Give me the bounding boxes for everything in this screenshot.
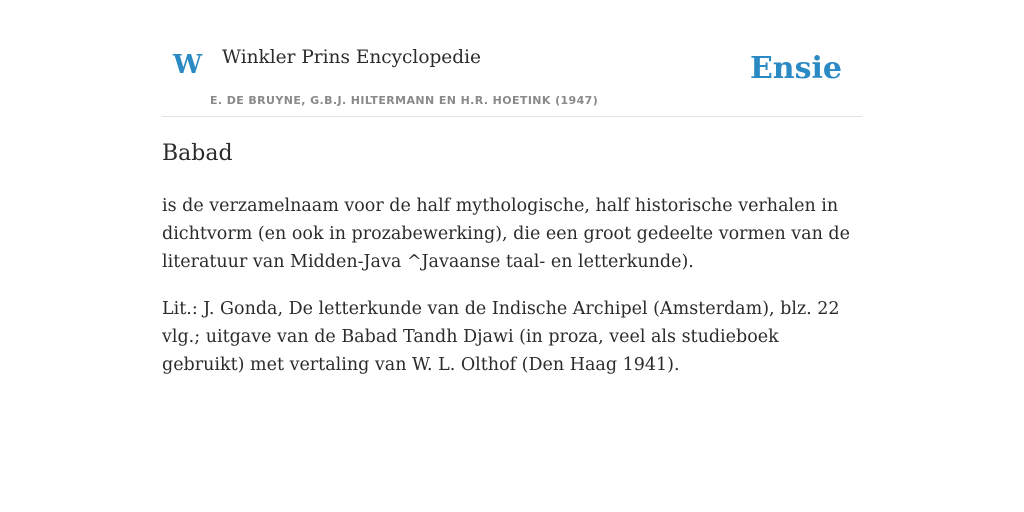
entry-title: Babad [162, 141, 233, 166]
encyclopedia-logo[interactable]: W [173, 50, 203, 80]
entry-definition: is de verzamelnaam voor de half mythologische, half historische verhalen in dichtvorm (en ook in prozabewerking), die een groot gedeelte vormen van de literatuur van Midden-Java ^Javaanse taal- en letterkunde). [162, 196, 850, 272]
entry-content [162, 138, 862, 379]
encyclopedia-header [162, 0, 862, 117]
encyclopedia-title[interactable]: Winkler Prins Encyclopedie [222, 47, 481, 68]
ensie-logo[interactable]: Ensie [749, 51, 842, 86]
encyclopedia-authors: E. DE BRUYNE, G.B.J. HILTERMANN EN H.R. HOETINK (1947) [210, 94, 599, 107]
entry-literature: Lit.: J. Gonda, De letterkunde van de Indische Archipel (Amsterdam), blz. 22 vlg.; uitgave van de Babad Tandh Djawi (in proza, veel als studieboek gebruikt) met vertaling van W. L. Olthof (Den Haag 1941). [162, 299, 840, 375]
